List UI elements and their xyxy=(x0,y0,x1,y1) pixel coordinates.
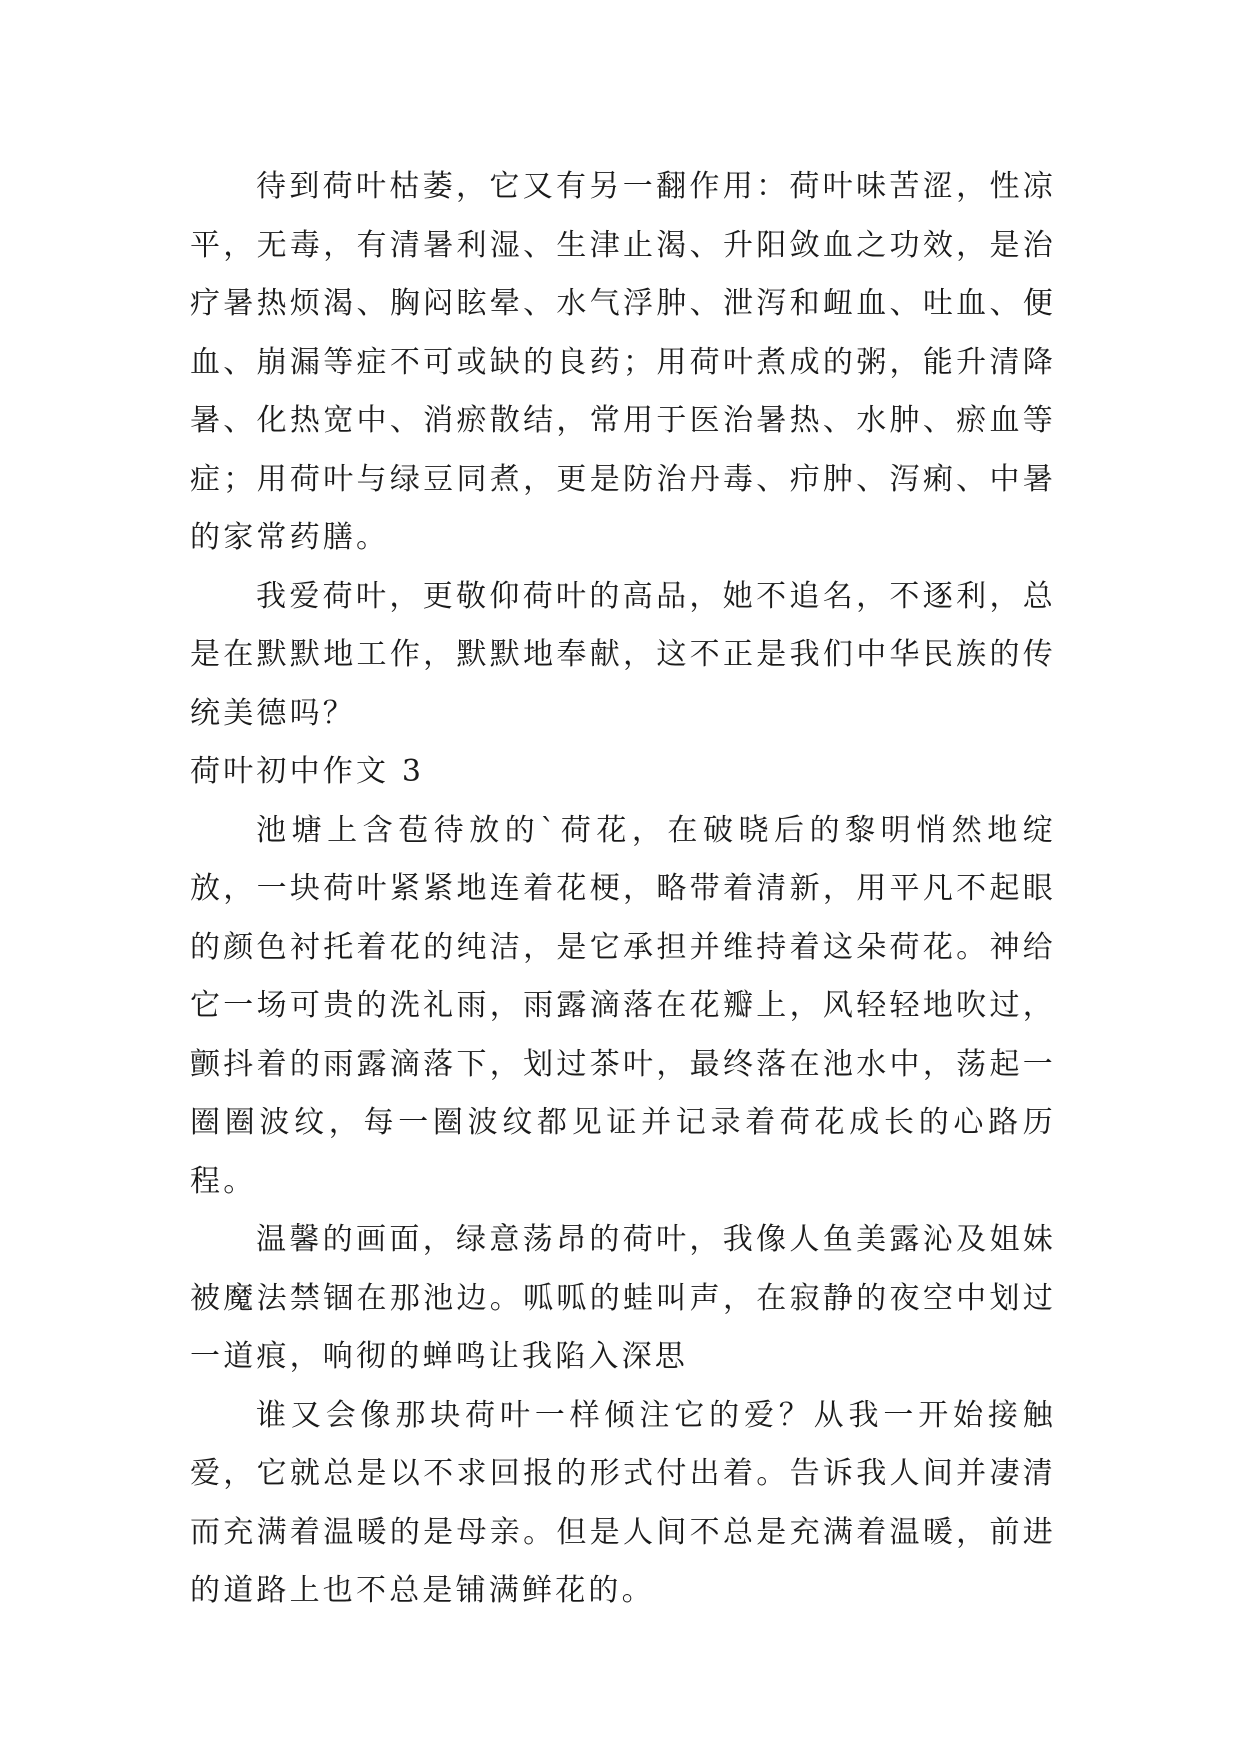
document-body xyxy=(190,158,1056,1621)
paragraph-love-lotus-leaf: 我爱荷叶，更敬仰荷叶的高品，她不追名，不逐利，总是在默默地工作，默默地奉献，这不正是我们中华民族的传统美德吗？ xyxy=(190,578,1056,731)
paragraph-pond-lotus: 池塘上含苞待放的`荷花，在破晓后的黎明悄然地绽放，一块荷叶紧紧地连着花梗，略带着清新，用平凡不起眼的颜色衬托着花的纯洁，是它承担并维持着这朵荷花。神给它一场可贵的洗礼雨，雨露滴落在花瓣上，风轻轻地吹过，颤抖着的雨露滴落下，划过茶叶，最终落在池水中，荡起一圈圈波纹，每一圈波纹都见证并记录着荷花成长的心路历程。 xyxy=(190,812,1056,1199)
paragraph-lotus-leaf-medicinal-use: 待到荷叶枯萎，它又有另一翻作用：荷叶味苦涩，性凉平，无毒，有清暑利湿、生津止渴、升阳敛血之功效，是治疗暑热烦渴、胸闷眩晕、水气浮肿、泄泻和衄血、吐血、便血、崩漏等症不可或缺的良药；用荷叶煮成的粥，能升清降暑、化热宽中、消瘀散结，常用于医治暑热、水肿、瘀血等症；用荷叶与绿豆同煮，更是防治丹毒、疖肿、泻痢、中暑的家常药膳。 xyxy=(190,169,1056,555)
paragraph-warm-scene: 温馨的画面，绿意荡昂的荷叶，我像人鱼美露沁及姐妹被魔法禁锢在那池边。呱呱的蛙叫声，在寂静的夜空中划过一道痕，响彻的蝉鸣让我陷入深思 xyxy=(190,1222,1056,1374)
paragraph-love-reflection: 谁又会像那块荷叶一样倾注它的爱？从我一开始接触爱，它就总是以不求回报的形式付出着。告诉我人间并凄清而充满着温暖的是母亲。但是人间不总是充满着温暖，前进的道路上也不总是铺满鲜花的。 xyxy=(190,1397,1056,1608)
section-title: 荷叶初中作文 3 xyxy=(190,754,425,789)
